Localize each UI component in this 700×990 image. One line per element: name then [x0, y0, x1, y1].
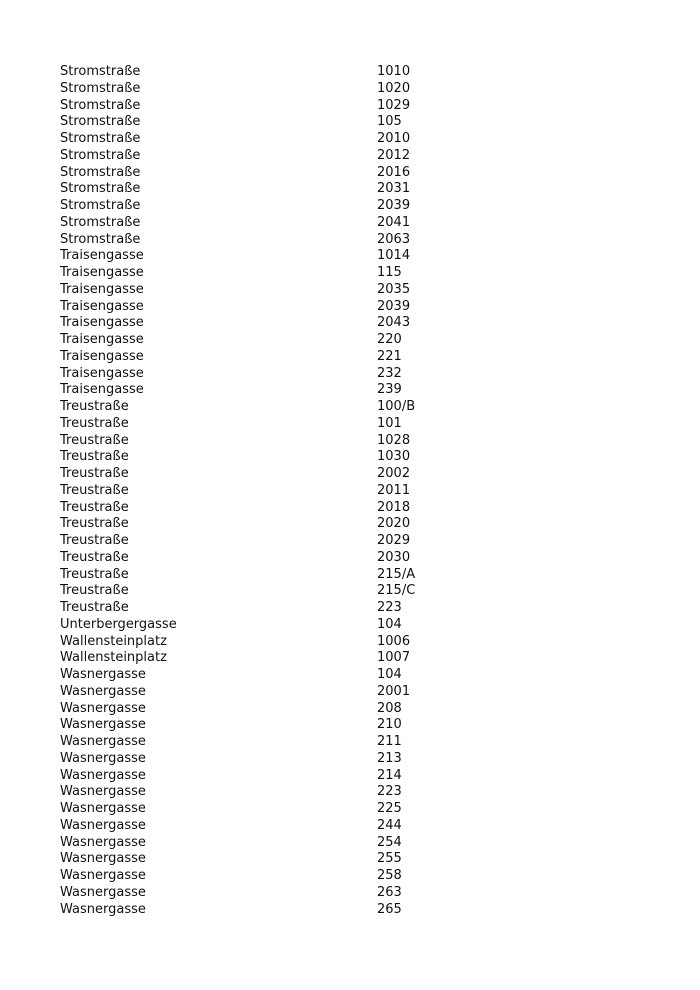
house-number: 254 — [377, 834, 402, 850]
street-name: Wasnergasse — [60, 834, 146, 850]
house-number: 2043 — [377, 315, 411, 331]
street-name: Treustraße — [60, 600, 129, 615]
address-row — [60, 232, 660, 249]
street-name: Wasnergasse — [60, 683, 146, 699]
address-row — [60, 550, 660, 567]
house-number: 265 — [377, 901, 402, 917]
street-name: Stromstraße — [60, 114, 141, 130]
house-number: 223 — [377, 600, 402, 615]
address-row — [60, 701, 660, 718]
address-row — [60, 583, 660, 600]
street-name: Traisengasse — [60, 365, 144, 381]
street-name: Unterbergergasse — [60, 616, 177, 632]
house-number: 2031 — [377, 181, 411, 197]
address-row — [60, 600, 660, 617]
address-row — [60, 885, 660, 902]
house-number: 255 — [377, 851, 402, 867]
street-name: Stromstraße — [60, 231, 141, 247]
house-number: 2029 — [377, 533, 411, 548]
house-number: 244 — [377, 817, 402, 833]
street-name: Treustraße — [60, 499, 129, 515]
house-number: 258 — [377, 868, 402, 883]
house-number: 101 — [377, 415, 402, 431]
house-number: 2018 — [377, 499, 411, 515]
address-list — [60, 64, 660, 918]
address-row — [60, 131, 660, 148]
address-row — [60, 684, 660, 701]
address-row — [60, 265, 660, 282]
street-name: Traisengasse — [60, 298, 144, 314]
house-number: 215/A — [377, 566, 416, 582]
address-row — [60, 114, 660, 131]
street-name: Treustraße — [60, 449, 129, 465]
house-number: 105 — [377, 114, 402, 130]
street-name: Treustraße — [60, 466, 129, 481]
street-name: Traisengasse — [60, 248, 144, 264]
address-row — [60, 382, 660, 399]
house-number: 2030 — [377, 549, 411, 565]
address-row — [60, 751, 660, 768]
street-name: Treustraße — [60, 566, 129, 582]
house-number: 2002 — [377, 466, 411, 481]
house-number: 1014 — [377, 248, 411, 264]
house-number: 104 — [377, 667, 402, 682]
address-row — [60, 801, 660, 818]
house-number: 214 — [377, 767, 402, 783]
address-row — [60, 349, 660, 366]
house-number: 213 — [377, 750, 402, 766]
street-name: Wallensteinplatz — [60, 633, 167, 649]
house-number: 263 — [377, 884, 402, 900]
house-number: 2035 — [377, 281, 411, 297]
address-row — [60, 734, 660, 751]
address-row — [60, 500, 660, 517]
street-name: Stromstraße — [60, 147, 141, 163]
address-row — [60, 215, 660, 232]
address-row — [60, 634, 660, 651]
street-name: Wasnergasse — [60, 667, 146, 682]
street-name: Treustraße — [60, 533, 129, 548]
street-name: Wasnergasse — [60, 801, 146, 816]
street-name: Wasnergasse — [60, 901, 146, 917]
house-number: 1020 — [377, 80, 411, 96]
street-name: Wasnergasse — [60, 851, 146, 867]
street-name: Wasnergasse — [60, 868, 146, 883]
address-row — [60, 650, 660, 667]
address-row — [60, 315, 660, 332]
street-name: Stromstraße — [60, 181, 141, 197]
street-name: Stromstraße — [60, 64, 141, 79]
house-number: 2011 — [377, 482, 411, 498]
address-row — [60, 835, 660, 852]
street-name: Treustraße — [60, 432, 129, 448]
address-row — [60, 784, 660, 801]
house-number: 115 — [377, 265, 402, 280]
house-number: 1006 — [377, 633, 411, 649]
address-row — [60, 902, 660, 919]
house-number: 2063 — [377, 231, 411, 247]
house-number: 210 — [377, 717, 402, 733]
street-name: Traisengasse — [60, 281, 144, 297]
address-row — [60, 617, 660, 634]
house-number: 2010 — [377, 131, 411, 146]
street-name: Stromstraße — [60, 164, 141, 180]
house-number: 1010 — [377, 64, 411, 79]
house-number: 2039 — [377, 298, 411, 314]
street-name: Wallensteinplatz — [60, 650, 167, 666]
address-row — [60, 332, 660, 349]
house-number: 225 — [377, 801, 402, 816]
address-row — [60, 299, 660, 316]
house-number: 104 — [377, 616, 402, 632]
address-row — [60, 165, 660, 182]
address-row — [60, 768, 660, 785]
address-row — [60, 818, 660, 835]
address-row — [60, 181, 660, 198]
address-row — [60, 433, 660, 450]
address-row — [60, 282, 660, 299]
street-name: Wasnergasse — [60, 750, 146, 766]
street-name: Treustraße — [60, 516, 129, 532]
address-row — [60, 868, 660, 885]
address-row — [60, 148, 660, 165]
street-name: Stromstraße — [60, 97, 141, 113]
address-row — [60, 516, 660, 533]
address-row — [60, 98, 660, 115]
street-name: Wasnergasse — [60, 700, 146, 716]
street-name: Wasnergasse — [60, 784, 146, 800]
house-number: 1028 — [377, 432, 411, 448]
street-name: Treustraße — [60, 549, 129, 565]
address-row — [60, 667, 660, 684]
address-row — [60, 533, 660, 550]
address-row — [60, 483, 660, 500]
address-row — [60, 64, 660, 81]
address-row — [60, 567, 660, 584]
address-row — [60, 81, 660, 98]
street-name: Stromstraße — [60, 131, 141, 146]
address-row — [60, 198, 660, 215]
address-row — [60, 248, 660, 265]
street-name: Wasnergasse — [60, 884, 146, 900]
street-name: Treustraße — [60, 399, 129, 414]
address-row — [60, 399, 660, 416]
house-number: 2039 — [377, 198, 411, 213]
house-number: 223 — [377, 784, 402, 800]
house-number: 208 — [377, 700, 402, 716]
street-name: Stromstraße — [60, 214, 141, 230]
street-name: Stromstraße — [60, 80, 141, 96]
house-number: 2001 — [377, 683, 411, 699]
street-name: Wasnergasse — [60, 734, 146, 749]
address-row — [60, 851, 660, 868]
address-row — [60, 466, 660, 483]
house-number: 232 — [377, 365, 402, 381]
street-name: Stromstraße — [60, 198, 141, 213]
street-name: Treustraße — [60, 482, 129, 498]
street-name: Traisengasse — [60, 265, 144, 280]
street-name: Traisengasse — [60, 382, 144, 398]
house-number: 221 — [377, 348, 402, 364]
house-number: 215/C — [377, 583, 416, 599]
address-row — [60, 366, 660, 383]
house-number: 2016 — [377, 164, 411, 180]
house-number: 2041 — [377, 214, 411, 230]
street-name: Traisengasse — [60, 315, 144, 331]
street-name: Treustraße — [60, 415, 129, 431]
address-row — [60, 416, 660, 433]
street-name: Traisengasse — [60, 348, 144, 364]
house-number: 211 — [377, 734, 402, 749]
house-number: 220 — [377, 332, 402, 347]
house-number: 1007 — [377, 650, 411, 666]
house-number: 2012 — [377, 147, 411, 163]
address-row — [60, 449, 660, 466]
street-name: Traisengasse — [60, 332, 144, 347]
address-row — [60, 717, 660, 734]
house-number: 100/B — [377, 399, 416, 414]
street-name: Wasnergasse — [60, 717, 146, 733]
house-number: 2020 — [377, 516, 411, 532]
street-name: Wasnergasse — [60, 767, 146, 783]
house-number: 239 — [377, 382, 402, 398]
house-number: 1029 — [377, 97, 411, 113]
house-number: 1030 — [377, 449, 411, 465]
street-name: Wasnergasse — [60, 817, 146, 833]
street-name: Treustraße — [60, 583, 129, 599]
